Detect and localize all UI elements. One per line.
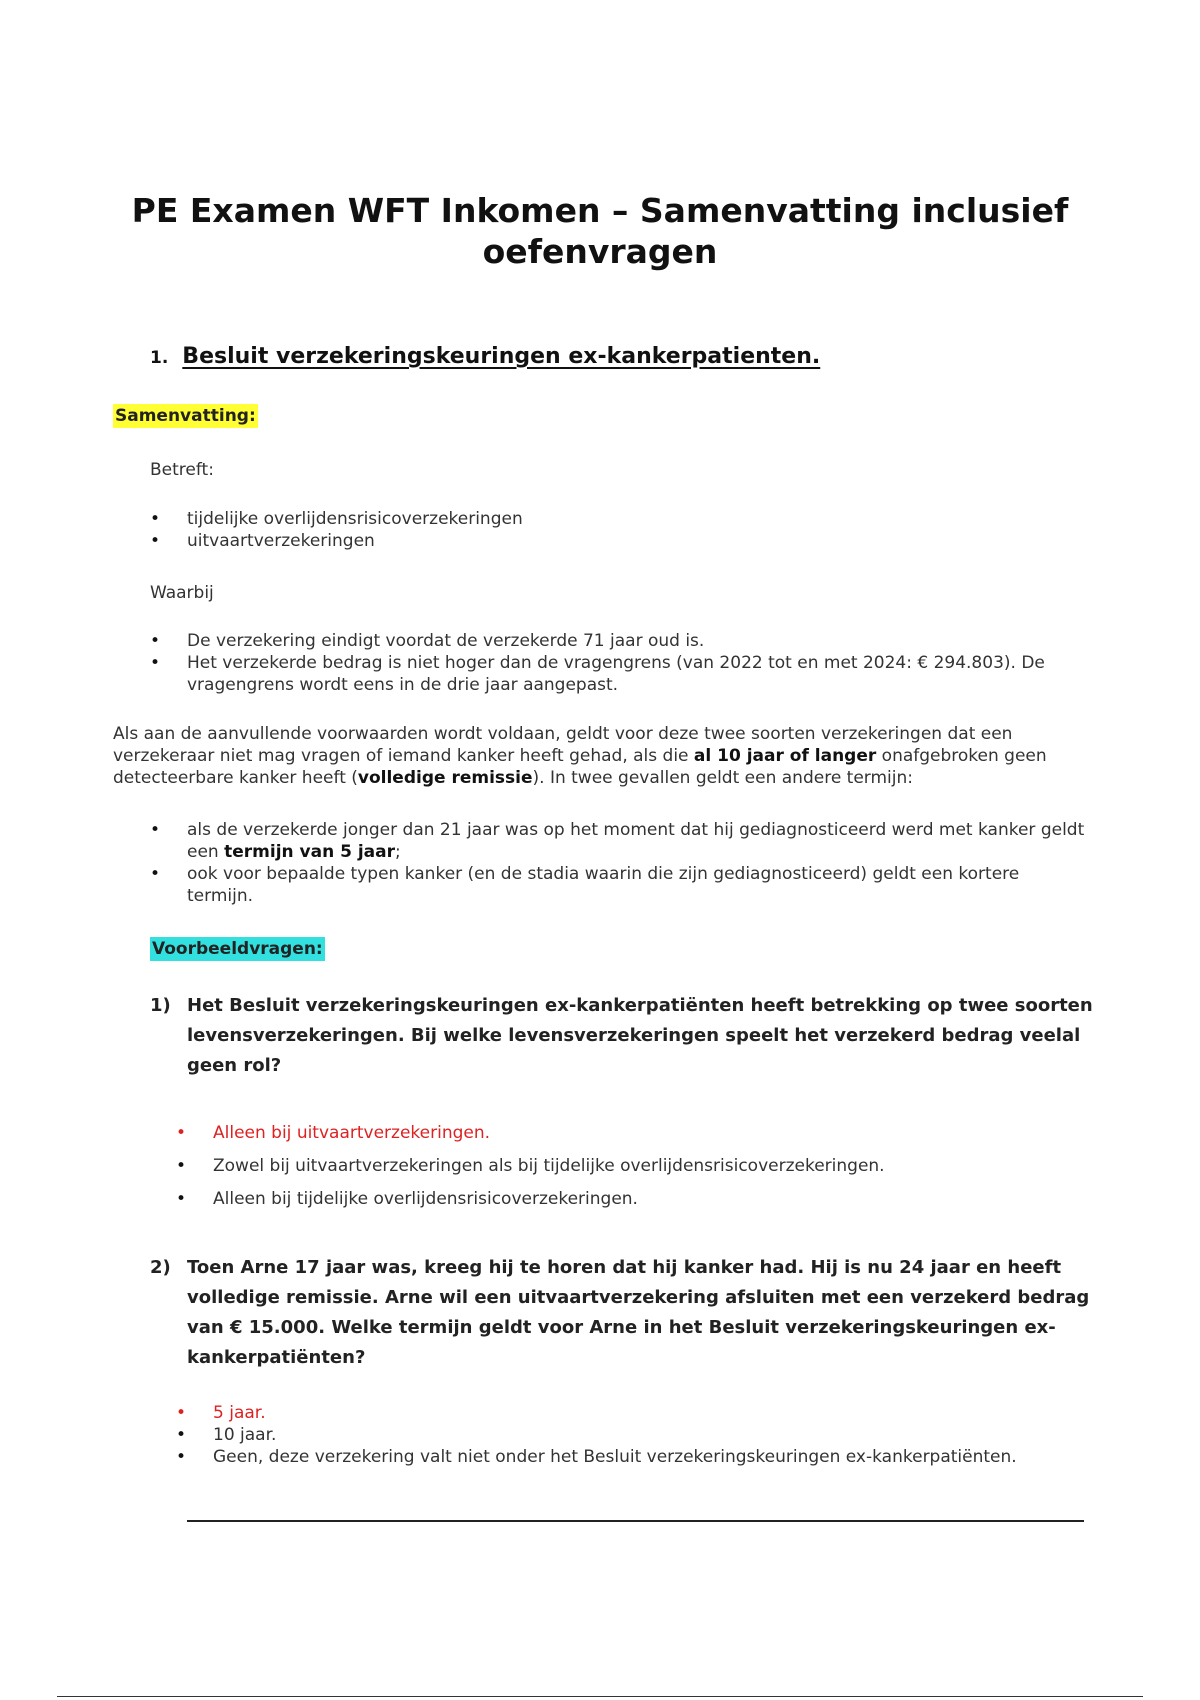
summary-paragraph	[113, 723, 1113, 789]
document-title: PE Examen WFT Inkomen – Samenvatting inclusief oefenvragen	[131, 191, 1069, 271]
question-text: Toen Arne 17 jaar was, kreeg hij te horen dat hij kanker had. Hij is nu 24 jaar en heeft volledige remissie. Arne wil een uitvaartverzekering afsluiten met een verzekerd bedrag van € 15.000. Welke termijn geldt voor Arne in het Besluit verzekeringskeuringen ex-kankerpatiënten?	[187, 1257, 1090, 1368]
item-text: ;	[395, 842, 401, 862]
section-divider	[187, 1520, 1084, 1522]
list-item: • uitvaartverzekeringen	[150, 530, 1100, 552]
answer-option-correct: • 5 jaar.	[176, 1402, 1116, 1424]
section-heading	[150, 344, 820, 369]
question-2	[150, 1253, 1100, 1373]
paragraph-text: Als aan de aanvullende voorwaarden wordt voldaan, geldt voor deze twee soorten verzekeringen dat een verzekeraar niet mag vragen of iemand kanker heeft gehad, als die	[113, 724, 1013, 766]
answer-option: • Geen, deze verzekering valt niet onder het Besluit verzekeringskeuringen ex-kankerpatiënten.	[176, 1446, 1116, 1468]
question-number: 1)	[150, 995, 171, 1016]
list-item: • De verzekering eindigt voordat de verzekerde 71 jaar oud is.	[150, 630, 1100, 652]
conditions-list	[150, 630, 1100, 696]
section-title: Besluit verzekeringskeuringen ex-kankerpatienten.	[182, 344, 821, 369]
question-text: Het Besluit verzekeringskeuringen ex-kankerpatiënten heeft betrekking op twee soorten levensverzekeringen. Bij welke levensverzekeringen speelt het verzekerd bedrag veelal geen rol?	[187, 995, 1093, 1076]
concerns-label: Betreft:	[150, 460, 214, 480]
section-number: 1.	[150, 348, 169, 368]
item-text: als de verzekerde jonger dan 21 jaar was op het moment dat hij gediagnosticeerd werd met kanker geldt een	[187, 820, 1085, 862]
answer-option: • Zowel bij uitvaartverzekeringen als bij tijdelijke overlijdensrisicoverzekeringen.	[176, 1150, 1116, 1183]
summary-label: Samenvatting:	[115, 406, 256, 426]
question-2-options	[176, 1402, 1116, 1468]
paragraph-bold: al 10 jaar of langer	[693, 746, 877, 766]
page-footer-divider	[57, 1696, 1143, 1697]
question-number: 2)	[150, 1257, 171, 1278]
question-1	[150, 991, 1100, 1081]
item-bold: termijn van 5 jaar	[224, 842, 396, 862]
examples-label: Voorbeeldvragen:	[152, 939, 323, 959]
paragraph-text: onafgebroken geen detecteerbare kanker heeft (	[113, 746, 1047, 788]
answer-option: • 10 jaar.	[176, 1424, 1116, 1446]
answer-option-correct: • Alleen bij uitvaartverzekeringen.	[176, 1117, 1116, 1150]
concerns-list	[150, 508, 1100, 552]
list-item: • ook voor bepaalde typen kanker (en de stadia waarin die zijn gediagnosticeerd) geldt een kortere termijn.	[150, 863, 1090, 907]
list-item	[150, 819, 1090, 863]
exceptions-list	[150, 819, 1090, 907]
list-item: • tijdelijke overlijdensrisicoverzekeringen	[150, 508, 1100, 530]
question-1-options	[176, 1117, 1116, 1216]
conditions-label: Waarbij	[150, 583, 214, 603]
answer-option: • Alleen bij tijdelijke overlijdensrisicoverzekeringen.	[176, 1183, 1116, 1216]
paragraph-text: ). In twee gevallen geldt een andere termijn:	[532, 768, 914, 788]
paragraph-bold: volledige remissie	[357, 768, 533, 788]
list-item: • Het verzekerde bedrag is niet hoger dan de vragengrens (van 2022 tot en met 2024: € 294.803). De vragengrens wordt eens in de drie jaar aangepast.	[150, 652, 1100, 696]
